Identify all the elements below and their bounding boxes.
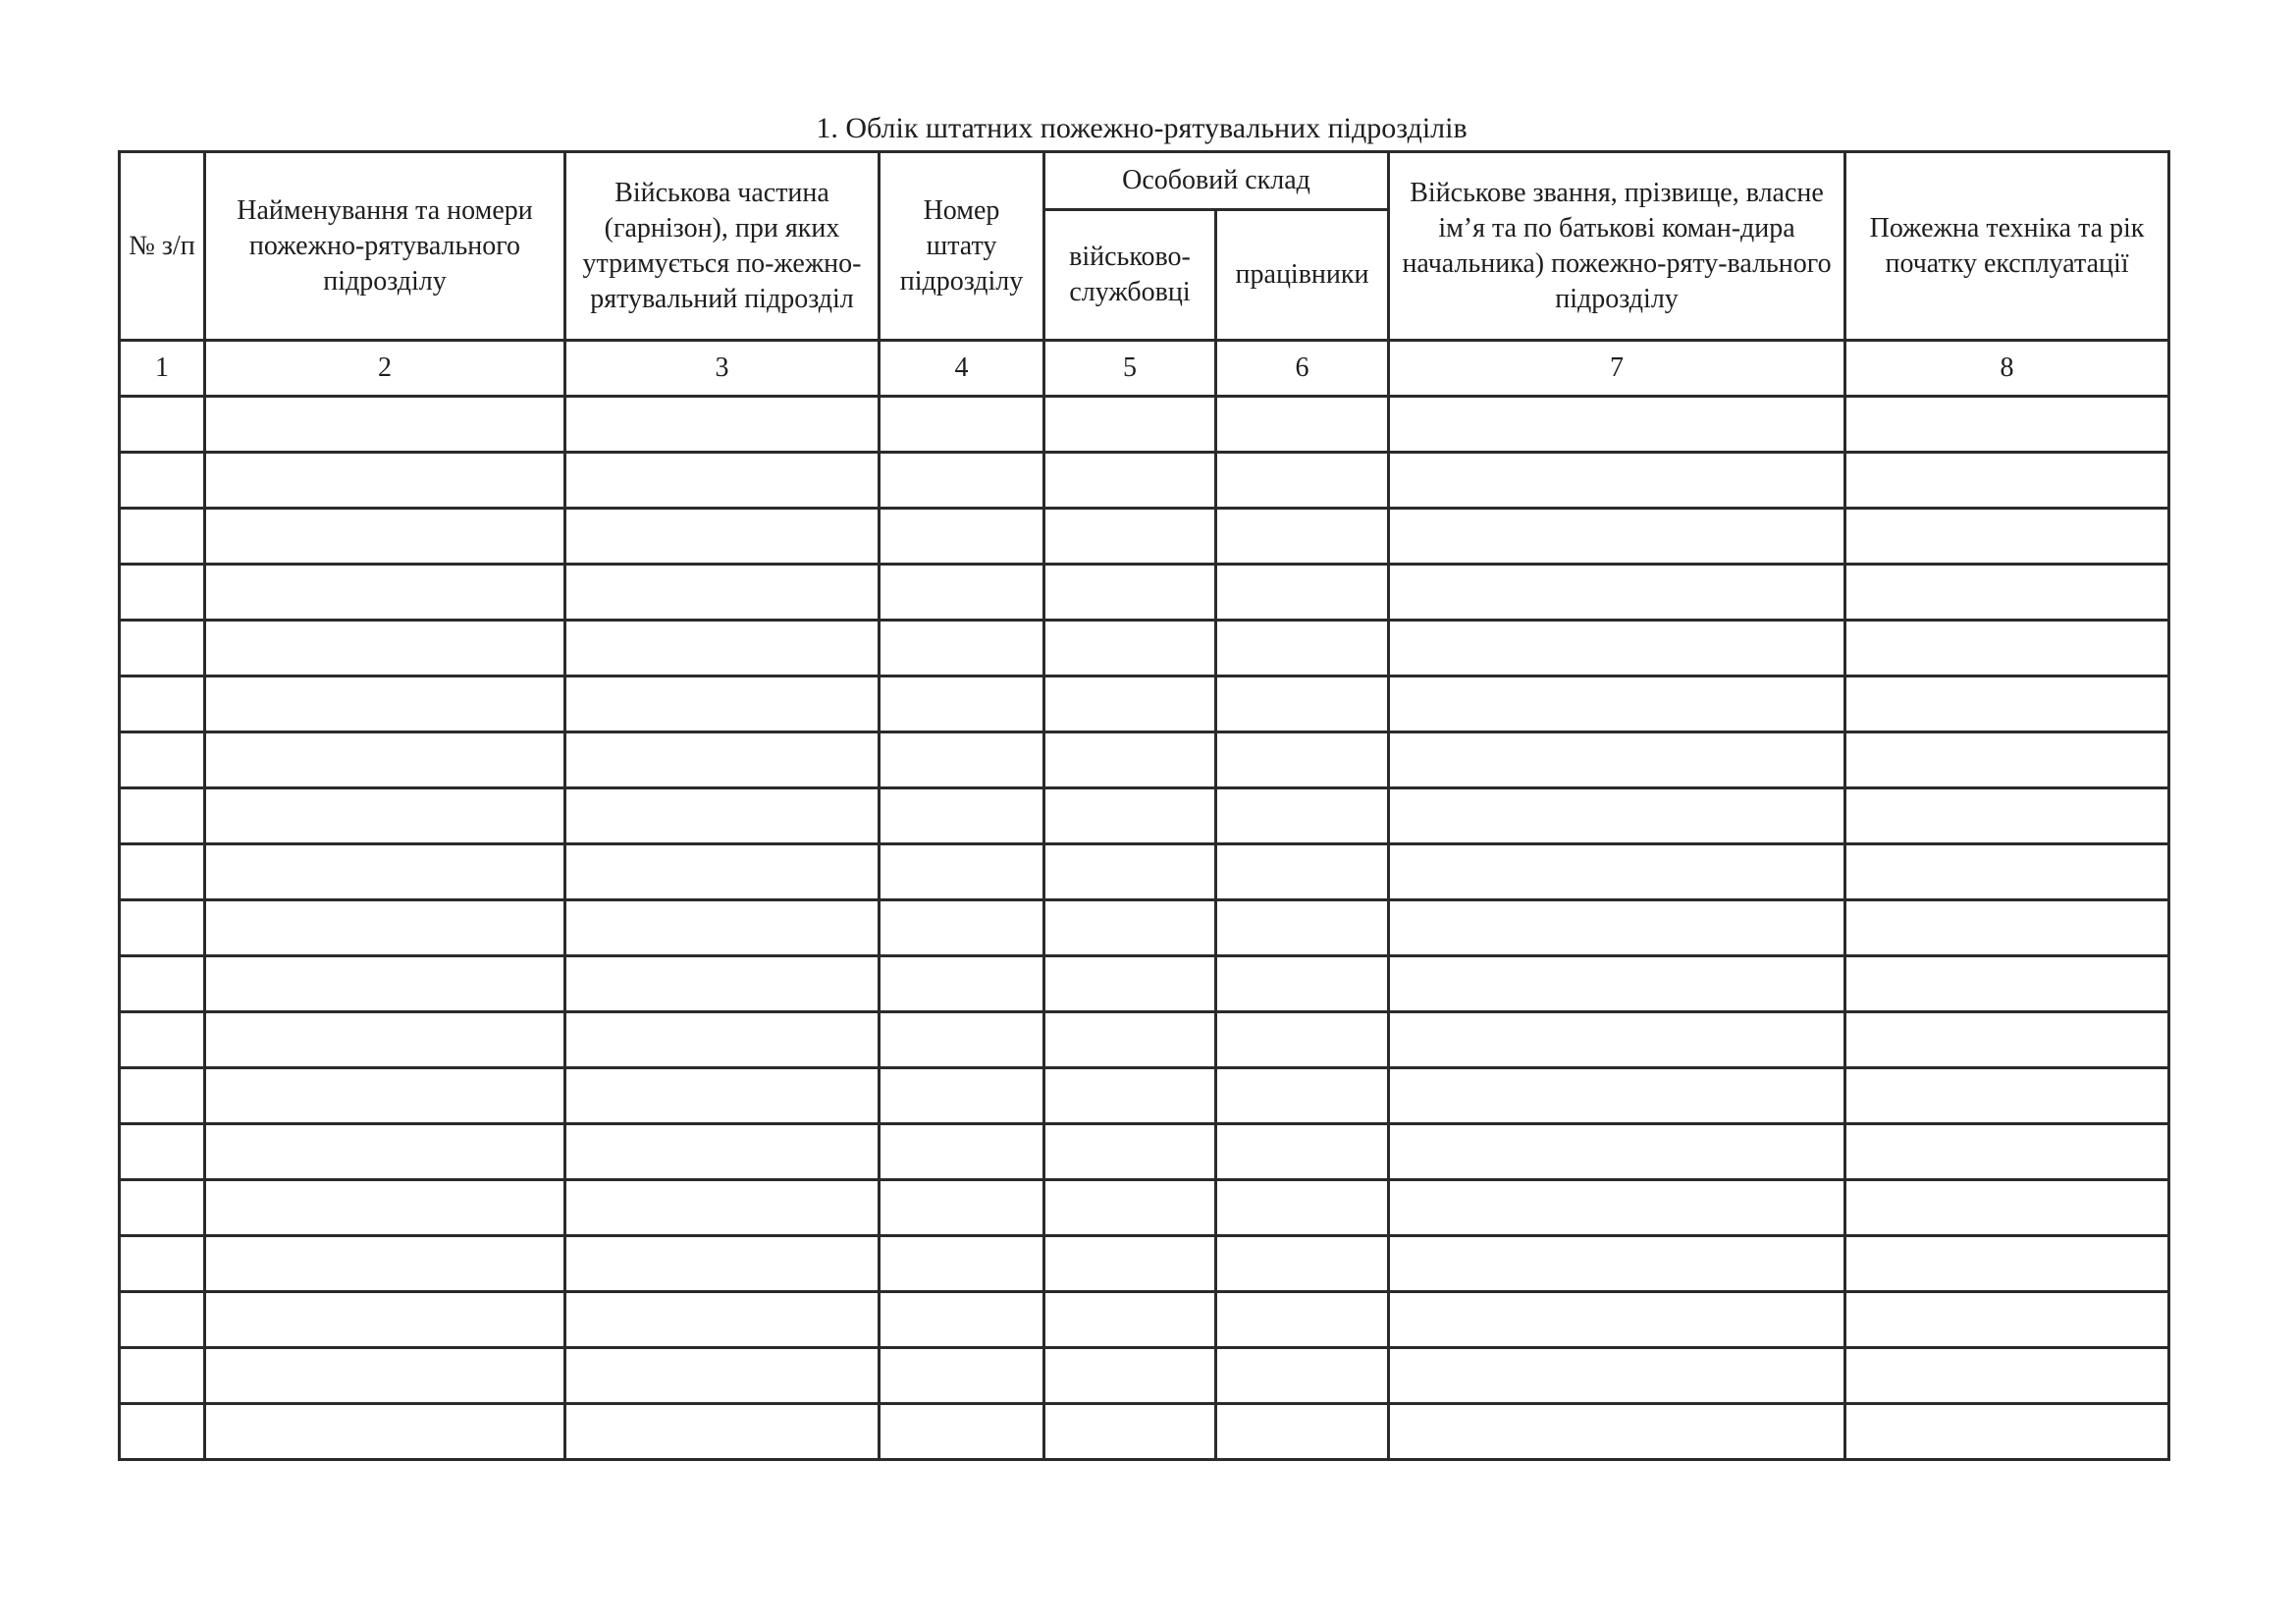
table-cell [1389,453,1845,509]
table-cell [205,1292,565,1348]
table-row [120,732,2169,788]
table-cell [1845,1068,2169,1124]
table-cell [880,788,1044,844]
column-number: 2 [205,341,565,397]
table-cell [880,677,1044,732]
table-cell [120,1124,205,1180]
table-row [120,1348,2169,1404]
table-cell [880,1236,1044,1292]
table-cell [1044,397,1216,453]
table-cell [120,453,205,509]
table-cell [120,1068,205,1124]
table-cell [880,900,1044,956]
table-cell [1044,900,1216,956]
table-cell [120,1012,205,1068]
table-cell [1044,1404,1216,1460]
table-cell [1389,1012,1845,1068]
table-cell [880,732,1044,788]
table-cell [120,1404,205,1460]
table-cell [205,900,565,956]
table-cell [120,956,205,1012]
table-row [120,956,2169,1012]
table-cell [1044,453,1216,509]
table-cell [565,900,880,956]
header-servicemen: військово-службовці [1044,210,1216,341]
table-cell [1389,621,1845,677]
table-cell [1216,844,1389,900]
table-cell [1845,1124,2169,1180]
column-number: 1 [120,341,205,397]
table-cell [1216,1292,1389,1348]
table-cell [1845,1348,2169,1404]
table-cell [1389,397,1845,453]
personnel-form-table [118,150,2170,1461]
table-cell [1845,565,2169,621]
table-cell [120,844,205,900]
column-number: 7 [1389,341,1845,397]
table-cell [1216,397,1389,453]
table-cell [1216,621,1389,677]
table-row [120,565,2169,621]
table-cell [120,397,205,453]
table-row [120,453,2169,509]
column-number: 6 [1216,341,1389,397]
table-cell [880,956,1044,1012]
table-cell [565,1068,880,1124]
table-cell [1845,453,2169,509]
table-cell [1044,677,1216,732]
table-row [120,1236,2169,1292]
table-cell [565,1180,880,1236]
table-cell [1044,1124,1216,1180]
table-cell [1845,1236,2169,1292]
table-cell [880,1348,1044,1404]
table-cell [565,956,880,1012]
table-cell [1845,956,2169,1012]
table-cell [1044,509,1216,565]
table-cell [1389,565,1845,621]
table-cell [205,844,565,900]
table-cell [205,1404,565,1460]
table-cell [565,453,880,509]
table-cell [880,1404,1044,1460]
table-row [120,397,2169,453]
table-cell [205,1012,565,1068]
table-cell [1216,1180,1389,1236]
table-cell [205,397,565,453]
table-cell [1389,1292,1845,1348]
table-cell [1044,956,1216,1012]
table-cell [565,844,880,900]
table-cell [205,732,565,788]
table-cell [1216,1236,1389,1292]
table-cell [1044,844,1216,900]
table-cell [205,956,565,1012]
table-row [120,900,2169,956]
table-row [120,1012,2169,1068]
table-cell [120,1292,205,1348]
table-cell [565,621,880,677]
table-cell [1216,1348,1389,1404]
table-cell [1044,1292,1216,1348]
table-row [120,509,2169,565]
table-row [120,1292,2169,1348]
table-cell [120,677,205,732]
table-cell [120,1348,205,1404]
table-cell [1044,1012,1216,1068]
header-fire-equipment: Пожежна техніка та рік початку експлуатації [1845,152,2169,341]
table-cell [880,844,1044,900]
table-cell [880,509,1044,565]
table-cell [1044,621,1216,677]
table-cell [1216,565,1389,621]
table-cell [1044,1236,1216,1292]
table-row [120,788,2169,844]
table-cell [880,453,1044,509]
table-body [120,397,2169,1460]
header-military-unit: Військова частина (гарнізон), при яких утримується по-жежно-рятувальний підрозділ [565,152,880,341]
table-cell [880,1180,1044,1236]
table-cell [880,1124,1044,1180]
table-cell [1845,397,2169,453]
table-row [120,621,2169,677]
table-cell [1845,509,2169,565]
table-cell [1216,677,1389,732]
table-cell [120,565,205,621]
column-number: 5 [1044,341,1216,397]
table-cell [120,1180,205,1236]
table-cell [1216,1404,1389,1460]
table-cell [120,732,205,788]
table-cell [205,1068,565,1124]
header-col-number: № з/п [120,152,205,341]
column-number: 4 [880,341,1044,397]
table-cell [565,1124,880,1180]
column-number-row [120,341,2169,397]
table-cell [1216,1124,1389,1180]
table-cell [880,1068,1044,1124]
table-cell [1389,1068,1845,1124]
header-employees: працівники [1216,210,1389,341]
table-row [120,1404,2169,1460]
table-cell [1044,1180,1216,1236]
header-staff-number: Номер штату підрозділу [880,152,1044,341]
table-cell [205,565,565,621]
table-cell [1389,844,1845,900]
table-cell [1389,1236,1845,1292]
table-cell [1845,621,2169,677]
table-cell [1389,788,1845,844]
table-cell [1216,1068,1389,1124]
table-cell [880,1292,1044,1348]
table-row [120,844,2169,900]
table-row [120,1180,2169,1236]
table-cell [565,1292,880,1348]
table-cell [1389,1180,1845,1236]
table-row [120,1068,2169,1124]
page-title: 1. Облік штатних пожежно-рятувальних підрозділів [816,112,1468,144]
table-cell [1845,1292,2169,1348]
table-cell [1389,1124,1845,1180]
table-cell [1044,732,1216,788]
table-cell [565,788,880,844]
table-cell [565,1012,880,1068]
table-cell [1044,1348,1216,1404]
table-cell [565,509,880,565]
table-cell [205,677,565,732]
table-cell [1845,844,2169,900]
table-cell [120,509,205,565]
table-cell [1845,1404,2169,1460]
table-cell [1216,788,1389,844]
table-cell [205,1236,565,1292]
table-cell [120,1236,205,1292]
table-cell [120,621,205,677]
table-cell [1845,1180,2169,1236]
table-row [120,677,2169,732]
table-cell [1389,677,1845,732]
table-cell [205,788,565,844]
table-cell [565,397,880,453]
table-cell [1845,1012,2169,1068]
table-cell [1044,565,1216,621]
table-cell [205,1180,565,1236]
table-cell [1845,677,2169,732]
table-cell [565,565,880,621]
table-cell [1216,900,1389,956]
table-cell [1389,1348,1845,1404]
table-cell [880,565,1044,621]
table-cell [1216,453,1389,509]
table-cell [1389,1404,1845,1460]
table-cell [1845,788,2169,844]
table-cell [1389,900,1845,956]
table-cell [1216,1012,1389,1068]
table-cell [1389,732,1845,788]
table-cell [565,1348,880,1404]
table-cell [880,1012,1044,1068]
table-cell [1216,732,1389,788]
table-cell [565,732,880,788]
table-cell [205,509,565,565]
table-cell [1044,788,1216,844]
column-number: 8 [1845,341,2169,397]
table-cell [120,900,205,956]
table-cell [565,1404,880,1460]
column-number: 3 [565,341,880,397]
header-personnel-group: Особовий склад [1044,152,1389,210]
table-cell [205,1124,565,1180]
table-cell [1389,509,1845,565]
table-cell [565,677,880,732]
table-cell [1845,732,2169,788]
table-cell [880,397,1044,453]
header-unit-name: Найменування та номери пожежно-рятувального підрозділу [205,152,565,341]
table-cell [1845,900,2169,956]
table-cell [205,453,565,509]
table-cell [120,788,205,844]
table-cell [1389,956,1845,1012]
table-cell [880,621,1044,677]
table-row [120,1124,2169,1180]
table-cell [1216,956,1389,1012]
table-cell [1044,1068,1216,1124]
header-commander: Військове звання, прізвище, власне ім’я та по батькові коман-дира начальника) пожежно-ряту-вального підрозділу [1389,152,1845,341]
table-cell [205,621,565,677]
table-cell [1216,509,1389,565]
table-cell [565,1236,880,1292]
table-cell [205,1348,565,1404]
